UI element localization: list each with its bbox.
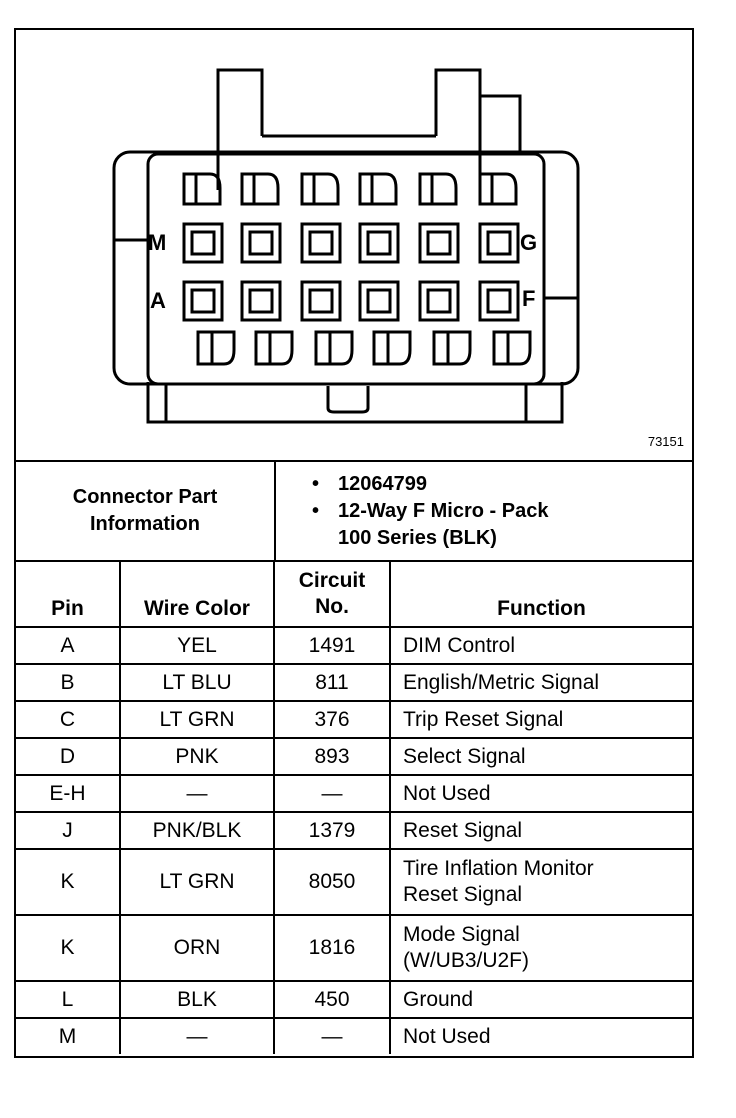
cavity-label-m: M <box>148 230 167 255</box>
wire-color-cell: YEL <box>120 627 274 664</box>
latch-right-step <box>480 96 520 152</box>
wire-color-cell: BLK <box>120 981 274 1018</box>
cavity-square-r2-3 <box>302 224 340 262</box>
bottom-key <box>328 386 368 412</box>
pin-table <box>16 560 692 1054</box>
cavity-square-r3-6 <box>480 282 518 320</box>
cavity-bottom-3 <box>316 332 352 364</box>
wire-color-cell: LT BLU <box>120 664 274 701</box>
cavity-square-r3-4 <box>360 282 398 320</box>
connector-part-info <box>16 460 692 560</box>
pin-row <box>16 915 692 981</box>
pin-row <box>16 849 692 915</box>
function-cell: Mode Signal (W/UB3/U2F) <box>390 915 692 981</box>
cavity-square-r3-2 <box>242 282 280 320</box>
cavity-top-3 <box>302 174 338 204</box>
figure-number: 73151 <box>647 434 684 449</box>
pin-cell: M <box>16 1018 120 1054</box>
housing-inner <box>148 154 544 384</box>
circuit-cell: 450 <box>274 981 390 1018</box>
cavity-square-r3-1 <box>184 282 222 320</box>
circuit-cell: 1379 <box>274 812 390 849</box>
circuit-cell: — <box>274 1018 390 1054</box>
function-cell: Reset Signal <box>390 812 692 849</box>
pin-row <box>16 812 692 849</box>
cavity-top-2 <box>242 174 278 204</box>
header-pin: Pin <box>16 561 120 627</box>
header-circuit: Circuit No. <box>274 561 390 627</box>
cavity-square-r2-4 <box>360 224 398 262</box>
function-cell: English/Metric Signal <box>390 664 692 701</box>
cavity-top-1 <box>184 174 220 204</box>
cavity-square-r2-5 <box>420 224 458 262</box>
pin-row <box>16 701 692 738</box>
header-function: Function <box>390 561 692 627</box>
cavity-top-5 <box>420 174 456 204</box>
circuit-cell: — <box>274 775 390 812</box>
pin-row <box>16 738 692 775</box>
wire-color-cell: LT GRN <box>120 701 274 738</box>
pin-row <box>16 664 692 701</box>
cavity-square-r3-3 <box>302 282 340 320</box>
latch-right-post <box>436 70 480 190</box>
function-cell: Trip Reset Signal <box>390 701 692 738</box>
circuit-cell: 8050 <box>274 849 390 915</box>
connector-face-drawing <box>16 30 692 458</box>
connector-description: • 12-Way F Micro - Pack 100 Series (BLK) <box>312 498 692 552</box>
function-cell: Select Signal <box>390 738 692 775</box>
cavity-bottom-1 <box>198 332 234 364</box>
circuit-cell: 1491 <box>274 627 390 664</box>
cavity-square-r3-5 <box>420 282 458 320</box>
pin-cavities <box>184 174 530 364</box>
circuit-cell: 811 <box>274 664 390 701</box>
wire-color-cell: ORN <box>120 915 274 981</box>
function-cell: Ground <box>390 981 692 1018</box>
wire-color-cell: PNK <box>120 738 274 775</box>
connector-part-number: • 12064799 <box>312 471 692 498</box>
cavity-bottom-2 <box>256 332 292 364</box>
cavity-label-a: A <box>150 288 166 313</box>
pin-cell: A <box>16 627 120 664</box>
circuit-cell: 893 <box>274 738 390 775</box>
wire-color-cell: — <box>120 1018 274 1054</box>
pin-row <box>16 775 692 812</box>
circuit-cell: 1816 <box>274 915 390 981</box>
wire-color-cell: PNK/BLK <box>120 812 274 849</box>
pin-row <box>16 1018 692 1054</box>
circuit-cell: 376 <box>274 701 390 738</box>
cavity-square-r2-6 <box>480 224 518 262</box>
wire-color-cell: LT GRN <box>120 849 274 915</box>
pin-row <box>16 627 692 664</box>
cavity-top-4 <box>360 174 396 204</box>
pin-table-header <box>16 561 692 627</box>
function-cell: Not Used <box>390 775 692 812</box>
pin-cell: E-H <box>16 775 120 812</box>
connector-frame <box>14 28 694 1058</box>
cavity-top-6 <box>480 174 516 204</box>
pin-cell: K <box>16 849 120 915</box>
connector-info-label <box>16 461 275 560</box>
connector-diagram <box>16 30 692 458</box>
header-wire-color: Wire Color <box>120 561 274 627</box>
latch-left-post <box>218 70 262 190</box>
pin-cell: J <box>16 812 120 849</box>
cavity-label-g: G <box>520 230 538 255</box>
pin-cell: L <box>16 981 120 1018</box>
pin-cell: K <box>16 915 120 981</box>
pin-cell: D <box>16 738 120 775</box>
housing-skirt <box>148 382 562 422</box>
pin-cell: C <box>16 701 120 738</box>
connector-info-label-line1: Connector Part <box>72 486 218 508</box>
connector-info-label-line2: Information <box>90 513 200 535</box>
cavity-square-r2-1 <box>184 224 222 262</box>
pin-row <box>16 981 692 1018</box>
cavity-bottom-4 <box>374 332 410 364</box>
cavity-bottom-6 <box>494 332 530 364</box>
function-cell: DIM Control <box>390 627 692 664</box>
cavity-square-r2-2 <box>242 224 280 262</box>
function-cell: Tire Inflation Monitor Reset Signal <box>390 849 692 915</box>
pin-cell: B <box>16 664 120 701</box>
wire-color-cell: — <box>120 775 274 812</box>
cavity-label-f: F <box>522 286 536 311</box>
connector-info-values <box>275 461 692 560</box>
function-cell: Not Used <box>390 1018 692 1054</box>
cavity-bottom-5 <box>434 332 470 364</box>
